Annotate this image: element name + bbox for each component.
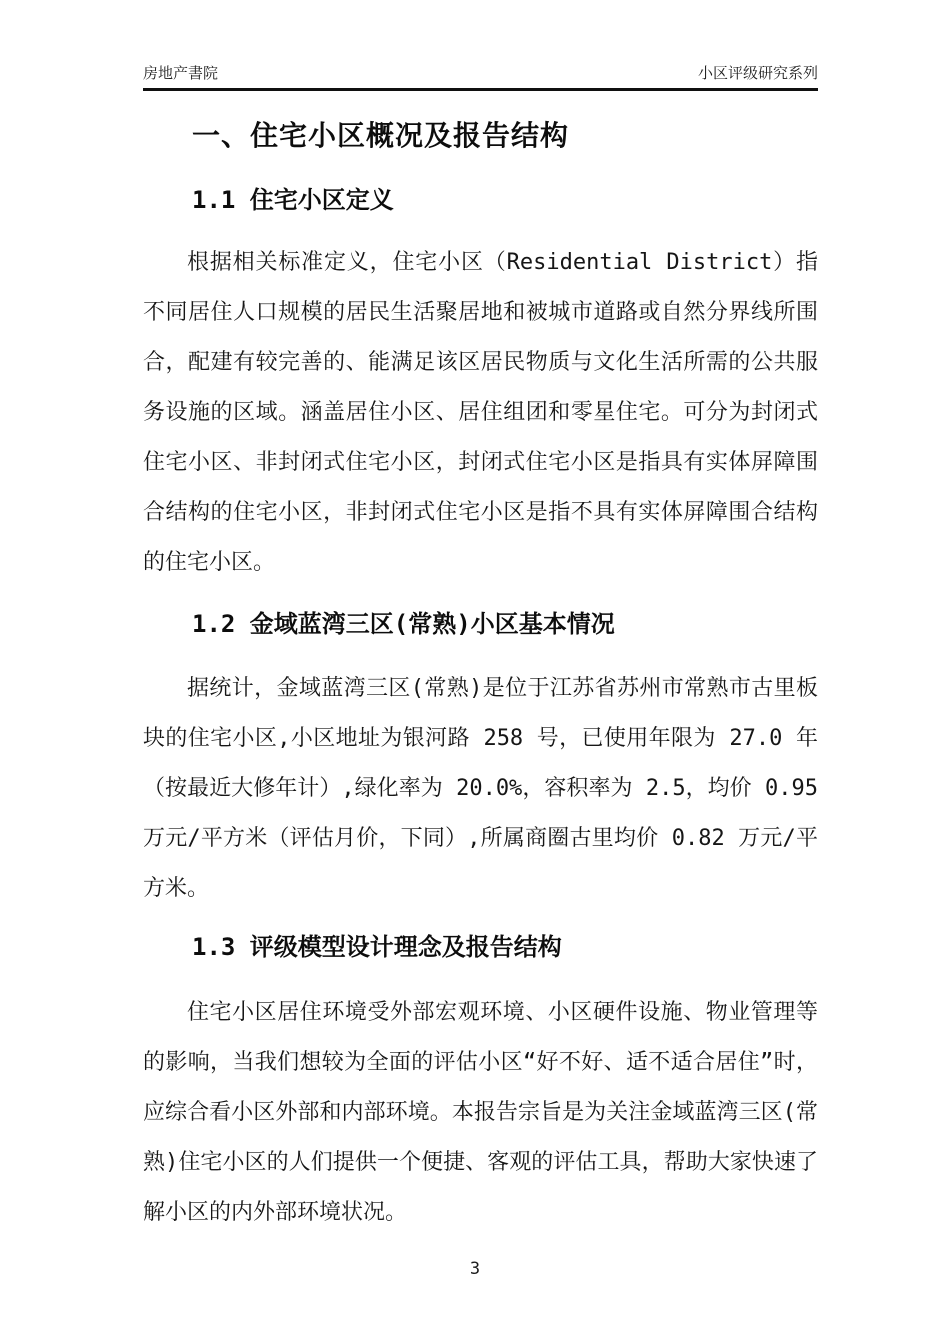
header-right-text: 小区评级研究系列 (697, 65, 818, 82)
document-body (143, 0, 818, 1238)
page-number: 3 (469, 1259, 481, 1279)
section-heading-1-1: 1.1 住宅小区定义 (192, 186, 394, 214)
section-heading-1-2: 1.2 金域蓝湾三区(常熟)小区基本情况 (192, 610, 615, 638)
chapter-title: 一、住宅小区概况及报告结构 (192, 119, 570, 152)
section-paragraph-1-1: 根据相关标准定义，住宅小区（Residential District）指不同居住人口规模的居民生活聚居地和被城市道路或自然分界线所围合，配建有较完善的、能满足该区居民物质与文化生活所需的公共服务设施的区域。涵盖居住小区、居住组团和零星住宅。可分为封闭式住宅小区、非封闭式住宅小区，封闭式住宅小区是指具有实体屏障围合结构的住宅小区，非封闭式住宅小区是指不具有实体屏障围合结构的住宅小区。 (143, 250, 818, 575)
header-left-text: 房地产書院 (143, 65, 219, 82)
section-paragraph-1-2: 据统计，金域蓝湾三区(常熟)是位于江苏省苏州市常熟市古里板块的住宅小区,小区地址为银河路 258 号，已使用年限为 27.0 年（按最近大修年计）,绿化率为 20.0%，容积率为 2.5，均价 0.95 万元/平方米（评估月价，下同）,所属商圈古里均价 0.82 万元/平方米。 (143, 676, 818, 901)
section-heading-1-3: 1.3 评级模型设计理念及报告结构 (192, 933, 562, 961)
section-paragraph-1-3: 住宅小区居住环境受外部宏观环境、小区硬件设施、物业管理等的影响，当我们想较为全面的评估小区“好不好、适不适合居住”时，应综合看小区外部和内部环境。本报告宗旨是为关注金域蓝湾三区(常熟)住宅小区的人们提供一个便捷、客观的评估工具，帮助大家快速了解小区的内外部环境状况。 (143, 1000, 818, 1225)
